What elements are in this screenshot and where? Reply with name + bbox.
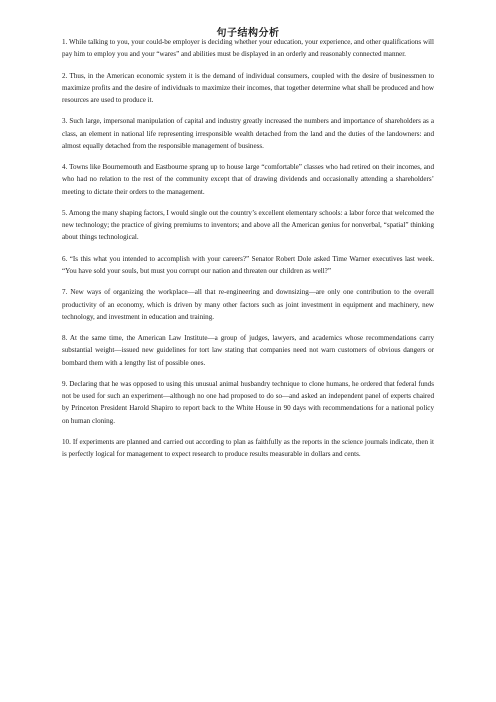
paragraph-4: 4. Towns like Bournemouth and Eastbourne sprang up to house large “comfortable” classes who had retired on their incomes, and who had no relation to the rest of the community except that of drawing dividends and occasionally attending a shareholders’ meeting to dictate their orders to the management. xyxy=(62,163,434,196)
paragraph-10: 10. If experiments are planned and carried out according to plan as faithfully as the reports in the science journals indicate, then it is perfectly logical for management to expect research to produce results measurable in dollars and cents. xyxy=(62,437,434,459)
paragraph-8: 8. At the same time, the American Law Institute—a group of judges, lawyers, and academics whose recommendations carry substantial weight—issued new guidelines for tort law stating that companies need not warn customers of obvious dangers or bombard them with a lengthy list of possible ones. xyxy=(62,334,434,367)
paragraph-6: 6. “Is this what you intended to accomplish with your careers?” Senator Robert Dole asked Time Warner executives last week. “You have sold your souls, but must you corrupt our nation and threaten our children as well?” xyxy=(62,254,434,275)
document-body xyxy=(62,36,434,470)
paragraph-2: 2. Thus, in the American economic system it is the demand of individual consumers, coupled with the desire of businessmen to maximize profits and the desire of individuals to maximize their incomes, that together determine what shall be produced and how resources are used to produce it. xyxy=(62,71,434,104)
paragraph-3: 3. Such large, impersonal manipulation of capital and industry greatly increased the numbers and importance of shareholders as a class, an element in national life representing irresponsible wealth detached from the land and the duties of the landowners: and almost equally detached from the responsible management of business. xyxy=(62,117,434,150)
paragraph-9: 9. Declaring that he was opposed to using this unusual animal husbandry technique to clone humans, he ordered that federal funds not be used for such an experiment—although no one had proposed to do so—and asked an independent panel of experts chaired by Princeton President Harold Shapiro to report back to the White House in 90 days with recommendations for a national policy on human cloning. xyxy=(62,379,434,425)
page-title: 句子结构分析 xyxy=(216,28,280,39)
paragraph-7: 7. New ways of organizing the workplace—all that re-engineering and downsizing—are only one contribution to the overall productivity of an economy, which is driven by many other factors such as joint investment in equipment and machinery, new technology, and investment in education and training. xyxy=(62,288,434,321)
paragraph-1: 1. While talking to you, your could-be employer is deciding whether your education, your experience, and other qualifications will pay him to employ you and your “wares” and abilities must be displayed in an orderly and reasonably connected manner. xyxy=(62,38,434,59)
paragraph-5: 5. Among the many shaping factors, I would single out the country’s excellent elementary schools: a labor force that welcomed the new technology; the practice of giving premiums to inventors; and above all the American genius for nonverbal, “spatial” thinking about things technological. xyxy=(62,208,434,242)
